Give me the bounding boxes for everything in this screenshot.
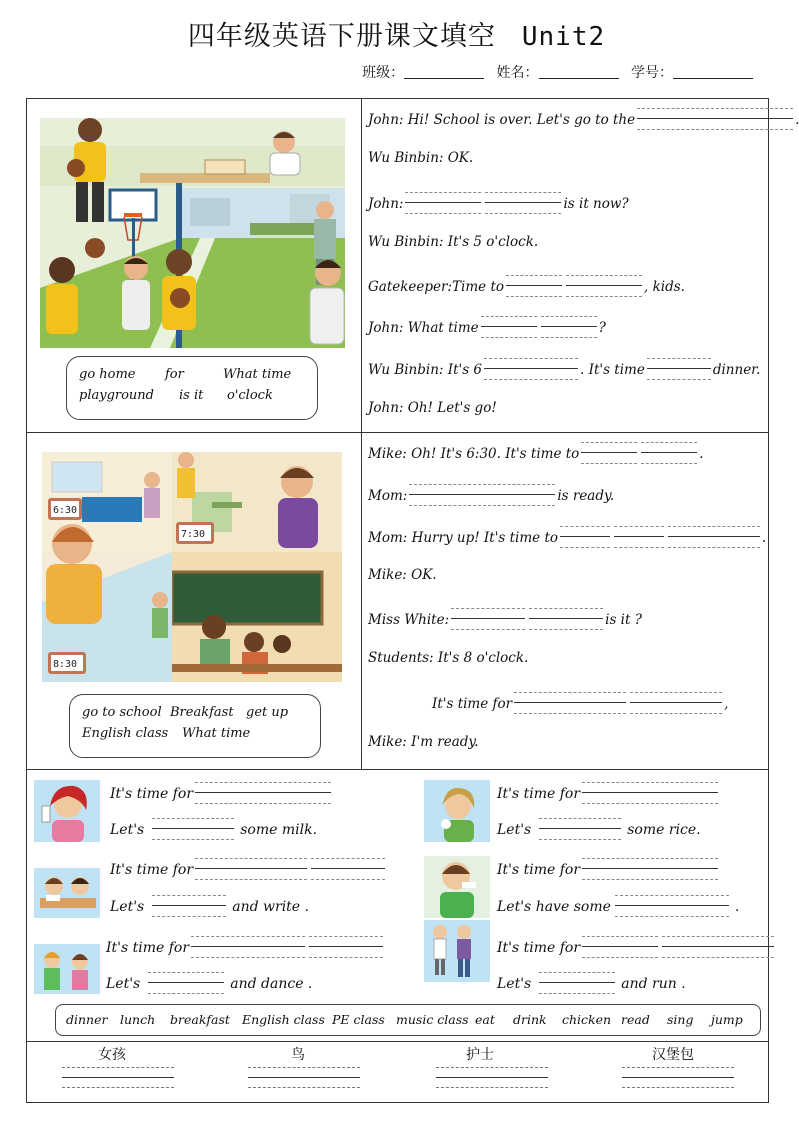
word-option: go to school — [82, 705, 162, 720]
answer-blank[interactable] — [152, 818, 234, 840]
exercise-line: It's time for — [497, 782, 720, 804]
answer-blank[interactable] — [152, 895, 226, 917]
answer-blank[interactable] — [560, 526, 610, 548]
girl-eating-rice-icon — [424, 780, 490, 842]
exercise-line: It's time for — [110, 782, 333, 804]
divider — [26, 432, 769, 433]
answer-blank[interactable] — [582, 782, 718, 804]
answer-blank[interactable] — [615, 895, 729, 917]
dialogue-line: Mike: OK. — [368, 567, 437, 583]
dialogue-line: It's time for , — [432, 692, 728, 714]
answer-blank[interactable] — [529, 608, 603, 630]
dialogue-line: Wu Binbin: It's 5 o'clock. — [368, 234, 539, 250]
dialogue-line: John: is it now? — [368, 192, 629, 214]
word-option: go home — [79, 367, 136, 382]
word-option: get up — [246, 705, 289, 720]
name-label: 姓名： — [496, 65, 539, 81]
word-bank-item: read — [621, 1012, 650, 1027]
answer-blank[interactable] — [514, 692, 626, 714]
dialogue-line: John: Oh! Let's go! — [368, 400, 497, 416]
answer-blank[interactable] — [484, 358, 578, 380]
unit-label: Unit2 — [521, 22, 606, 52]
answer-blank[interactable] — [506, 275, 562, 297]
word-bank-item: chicken — [562, 1012, 612, 1027]
title-text: 四年级英语下册课文填空 — [187, 21, 496, 52]
class-field[interactable] — [404, 66, 484, 79]
answer-blank[interactable] — [541, 316, 597, 338]
answer-blank[interactable] — [662, 936, 774, 958]
word-bank-item: lunch — [120, 1012, 156, 1027]
word-option: Breakfast — [170, 705, 234, 720]
chinese-word: 汉堡包 — [652, 1047, 694, 1063]
morning-routine-illustration — [42, 452, 342, 682]
word-bank-item: dinner — [66, 1012, 108, 1027]
clock-830: 8:30 — [53, 659, 78, 670]
dialogue-line: Students: It's 8 o'clock. — [368, 650, 529, 666]
word-bank-item: English class — [242, 1012, 325, 1027]
answer-blank[interactable] — [647, 358, 711, 380]
dialogue-line: Gatekeeper:Time to , kids. — [368, 275, 685, 297]
word-bank-item: drink — [513, 1012, 547, 1027]
divider — [26, 769, 769, 770]
dialogue-line: John: Hi! School is over. Let's go to the . — [368, 108, 799, 130]
answer-blank[interactable] — [148, 972, 224, 994]
exercise-line: It's time for — [110, 858, 387, 880]
girl-drinking-icon — [34, 780, 100, 842]
answer-blank[interactable] — [195, 858, 307, 880]
divider — [26, 1041, 769, 1042]
exercise-line: Let's have some . — [497, 895, 739, 917]
answer-blank[interactable] — [668, 526, 760, 548]
word-option: for — [165, 367, 184, 382]
answer-blank[interactable] — [451, 608, 525, 630]
word-bank-item: PE class — [332, 1012, 385, 1027]
answer-blank[interactable] — [405, 192, 481, 214]
student-info — [362, 62, 761, 82]
kids-reading-writing-icon — [34, 868, 100, 918]
answer-blank[interactable] — [630, 692, 722, 714]
dialogue-line: Miss White: is it ? — [368, 608, 642, 630]
exercise-line: Let's and write . — [110, 895, 309, 917]
class-label: 班级： — [362, 65, 405, 81]
word-bank-item: jump — [711, 1012, 743, 1027]
name-field[interactable] — [539, 66, 619, 79]
answer-blank[interactable] — [641, 442, 697, 464]
exercise-line: Let's and dance . — [106, 972, 312, 994]
writing-lines[interactable] — [248, 1058, 360, 1088]
exercise-line: It's time for — [497, 858, 720, 880]
exercise-line: Let's some milk. — [110, 818, 317, 840]
kids-dancing-icon — [34, 944, 100, 994]
writing-lines[interactable] — [436, 1058, 548, 1088]
id-label: 学号： — [631, 65, 673, 81]
exercise-line: Let's some rice. — [497, 818, 701, 840]
word-option: playground — [79, 388, 155, 403]
dialogue-line: Mom: is ready. — [368, 484, 614, 506]
dialogue-line: Mike: I'm ready. — [368, 734, 479, 750]
dialogue-line: Mike: Oh! It's 6:30. It's time to . — [368, 442, 704, 464]
exercise-line: It's time for — [106, 936, 385, 958]
answer-blank[interactable] — [566, 275, 642, 297]
chinese-word: 鸟 — [291, 1047, 305, 1063]
dialogue-line: Wu Binbin: It's 6 . It's time dinner. — [368, 358, 760, 380]
answer-blank[interactable] — [582, 858, 718, 880]
answer-blank[interactable] — [195, 782, 331, 804]
answer-blank[interactable] — [614, 526, 664, 548]
exercise-line: It's time for — [497, 936, 776, 958]
clock-730: 7:30 — [181, 529, 206, 540]
divider — [361, 98, 362, 770]
answer-blank[interactable] — [309, 936, 383, 958]
chinese-word: 女孩 — [98, 1047, 126, 1063]
school-over-illustration — [40, 118, 345, 348]
word-box-1 — [66, 356, 318, 420]
answer-blank[interactable] — [311, 858, 385, 880]
word-option: What time — [182, 726, 251, 741]
answer-blank[interactable] — [637, 108, 793, 130]
boy-eating-icon — [424, 856, 490, 918]
page-title — [0, 14, 793, 53]
kids-running-icon — [424, 920, 490, 982]
word-bank-item: sing — [667, 1012, 694, 1027]
answer-blank[interactable] — [485, 192, 561, 214]
writing-lines[interactable] — [62, 1058, 174, 1088]
id-field[interactable] — [673, 66, 753, 79]
answer-blank[interactable] — [191, 936, 305, 958]
word-bank-item: breakfast — [170, 1012, 230, 1027]
clock-630: 6:30 — [53, 505, 78, 516]
word-box-2 — [69, 694, 321, 758]
answer-blank[interactable] — [539, 818, 621, 840]
word-option: What time — [223, 367, 292, 382]
answer-blank[interactable] — [539, 972, 615, 994]
answer-blank[interactable] — [481, 316, 537, 338]
dialogue-line: Mom: Hurry up! It's time to . — [368, 526, 766, 548]
answer-blank[interactable] — [409, 484, 555, 506]
chinese-word: 护士 — [466, 1047, 494, 1063]
word-bank — [55, 1004, 761, 1036]
dialogue-line: John: What time ? — [368, 316, 606, 338]
writing-lines[interactable] — [622, 1058, 734, 1088]
word-bank-item: eat — [475, 1012, 495, 1027]
word-option: English class — [82, 726, 169, 741]
answer-blank[interactable] — [581, 442, 637, 464]
word-option: o'clock — [227, 388, 273, 403]
exercise-line: Let's and run . — [497, 972, 686, 994]
dialogue-line: Wu Binbin: OK. — [368, 150, 474, 166]
word-option: is it — [179, 388, 204, 403]
answer-blank[interactable] — [582, 936, 658, 958]
word-bank-item: music class — [396, 1012, 469, 1027]
